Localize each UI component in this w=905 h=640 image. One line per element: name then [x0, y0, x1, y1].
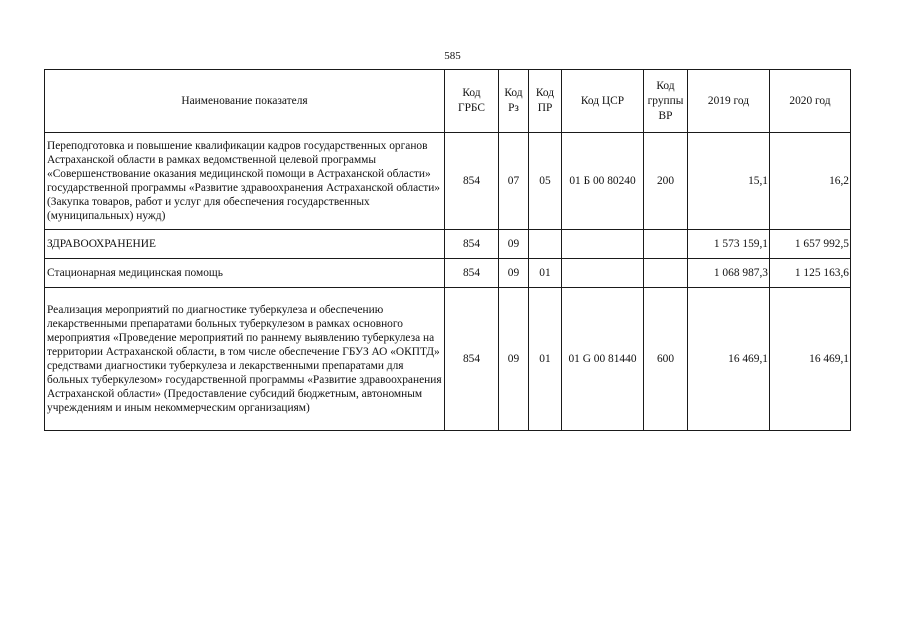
- row-2019: 1 068 987,3: [688, 259, 770, 288]
- row-2020: 16 469,1: [770, 288, 851, 431]
- row-2019: 16 469,1: [688, 288, 770, 431]
- budget-table: [44, 69, 851, 431]
- row-csr: [562, 259, 644, 288]
- header-pr: Код ПР: [529, 70, 562, 133]
- header-2020: 2020 год: [770, 70, 851, 133]
- row-2020: 16,2: [770, 133, 851, 230]
- row-rz: 09: [499, 230, 529, 259]
- header-vr: Код группы ВР: [644, 70, 688, 133]
- row-grbs: 854: [445, 259, 499, 288]
- row-csr: 01 Б 00 80240: [562, 133, 644, 230]
- row-vr: [644, 259, 688, 288]
- row-pr: [529, 230, 562, 259]
- row-2020: 1 657 992,5: [770, 230, 851, 259]
- page-number: 585: [444, 50, 461, 62]
- row-grbs: 854: [445, 133, 499, 230]
- header-name: Наименование показателя: [45, 70, 445, 133]
- row-2020: 1 125 163,6: [770, 259, 851, 288]
- row-csr: 01 G 00 81440: [562, 288, 644, 431]
- row-vr: [644, 230, 688, 259]
- table-row: [45, 133, 851, 230]
- header-grbs: Код ГРБС: [445, 70, 499, 133]
- header-rz: Код Рз: [499, 70, 529, 133]
- table-row: [45, 259, 851, 288]
- row-2019: 1 573 159,1: [688, 230, 770, 259]
- row-rz: 09: [499, 259, 529, 288]
- row-rz: 07: [499, 133, 529, 230]
- table-header-row: [45, 70, 851, 133]
- row-name: Переподготовка и повышение квалификации кадров государственных органов Астраханской области в рамках ведомственной целевой программы «Совершенствование оказания медицинской помощи в Астраханской области» государственной программы «Развитие здравоохранения Астраханской области» (Закупка товаров, работ и услуг для обеспечения государственных (муниципальных) нужд): [45, 133, 445, 230]
- table-row: [45, 288, 851, 431]
- header-2019: 2019 год: [688, 70, 770, 133]
- row-vr: 200: [644, 133, 688, 230]
- header-csr: Код ЦСР: [562, 70, 644, 133]
- row-pr: 01: [529, 259, 562, 288]
- row-pr: 05: [529, 133, 562, 230]
- row-grbs: 854: [445, 288, 499, 431]
- row-2019: 15,1: [688, 133, 770, 230]
- row-vr: 600: [644, 288, 688, 431]
- row-rz: 09: [499, 288, 529, 431]
- table-row: [45, 230, 851, 259]
- row-name: Реализация мероприятий по диагностике туберкулеза и обеспечению лекарственными препаратами больных туберкулезом в рамках основного мероприятия «Проведение мероприятий по раннему выявлению туберкулеза на территории Астраханской области, в том числе обеспечение ГБУЗ АО «ОКПТД» средствами диагностики туберкулеза и лекарственными препаратами для больных туберкулезом» государственной программы «Развитие здравоохранения Астраханской области» (Предоставление субсидий бюджетным, автономным учреждениям и иным некоммерческим организациям): [45, 288, 445, 431]
- row-pr: 01: [529, 288, 562, 431]
- row-csr: [562, 230, 644, 259]
- row-name: ЗДРАВООХРАНЕНИЕ: [45, 230, 445, 259]
- row-grbs: 854: [445, 230, 499, 259]
- row-name: Стационарная медицинская помощь: [45, 259, 445, 288]
